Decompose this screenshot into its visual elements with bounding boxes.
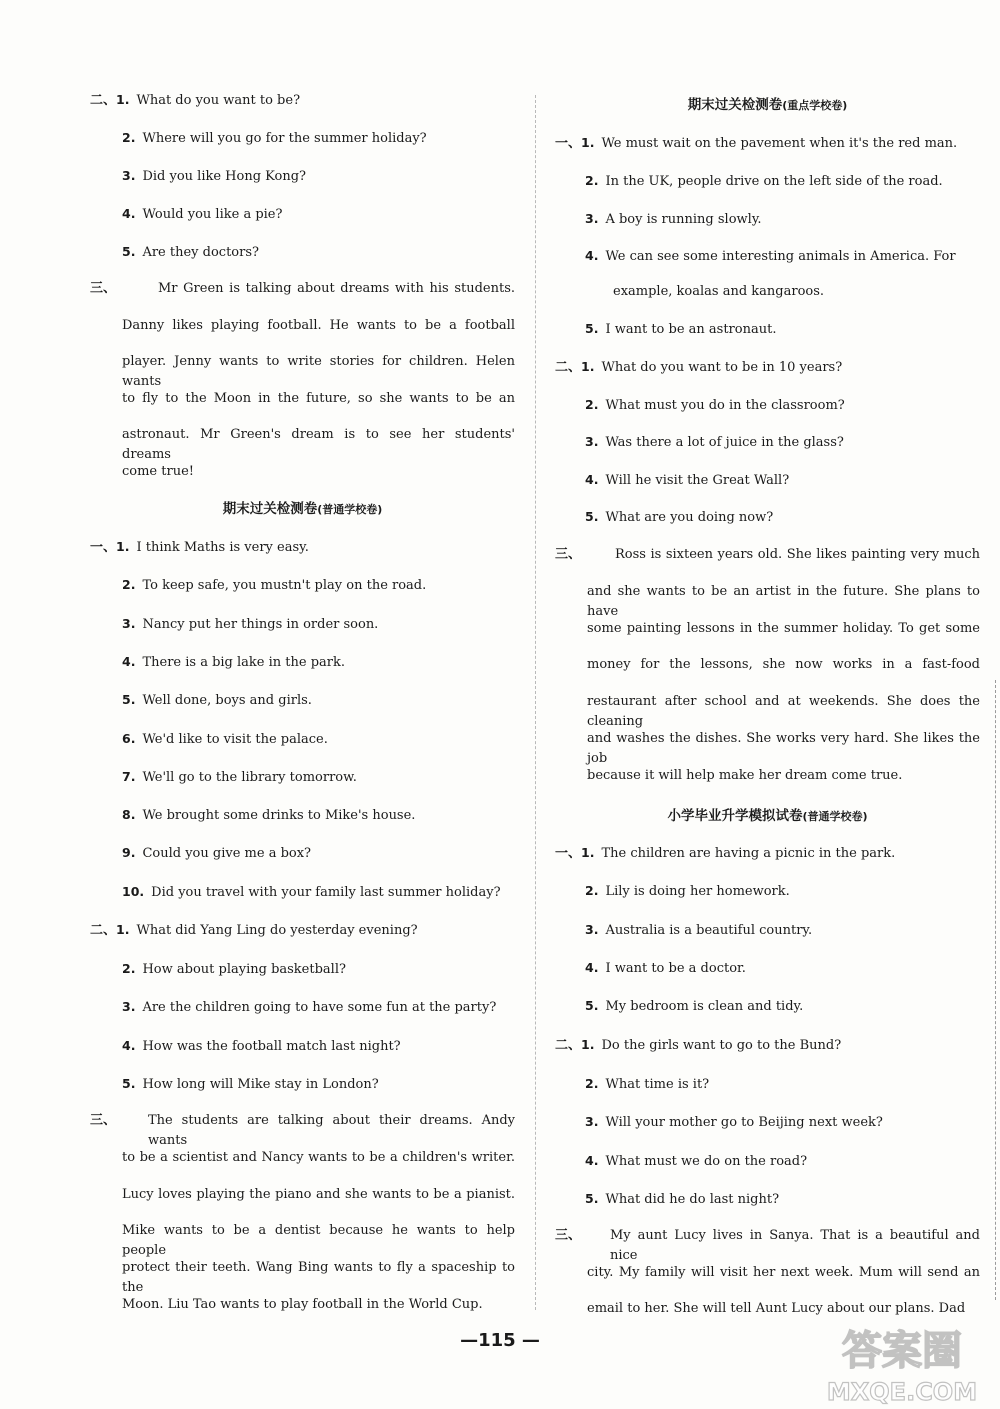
left-section-b1-item bbox=[90, 843, 515, 864]
paragraph-text: and washes the dishes. She works very hard. She likes the job bbox=[587, 731, 980, 766]
section-label: 三、 bbox=[555, 547, 582, 562]
heading-subtitle: (普通学校卷) bbox=[802, 810, 868, 823]
item-number: 3. bbox=[585, 921, 599, 937]
left-section-2-item bbox=[90, 128, 515, 149]
section-label: 二、 bbox=[90, 923, 117, 938]
paragraph-text: Ross is sixteen years old. She likes painting very much bbox=[615, 547, 980, 562]
paragraph-text: and she wants to be an artist in the future. She plans to have bbox=[587, 583, 980, 619]
item-text: How was the football match last night? bbox=[142, 1038, 401, 1054]
item-text: What must you do in the classroom? bbox=[605, 397, 845, 413]
right-section-a1-item bbox=[555, 282, 980, 302]
section-label: 三、 bbox=[555, 1228, 582, 1243]
item-number: 1. bbox=[116, 92, 130, 107]
left-section-3-line bbox=[90, 279, 515, 299]
left-section-b2-item bbox=[90, 959, 515, 980]
item-text: A boy is running slowly. bbox=[605, 211, 762, 227]
watermark-top-text: 答案圈 bbox=[842, 1328, 962, 1374]
item-text: Do the girls want to go to the Bund? bbox=[601, 1038, 842, 1053]
item-number: 5. bbox=[585, 509, 599, 524]
left-section-b1-item bbox=[90, 652, 515, 673]
item-text: example, koalas and kangaroos. bbox=[613, 284, 825, 299]
left-section-b1-item bbox=[90, 537, 515, 558]
left-section-3-line bbox=[90, 462, 515, 482]
item-text: Would you like a pie? bbox=[142, 207, 283, 222]
left-section-3-line bbox=[90, 425, 515, 465]
item-number: 4. bbox=[122, 206, 136, 221]
item-number: 4. bbox=[585, 471, 599, 487]
item-text: What did Yang Ling do yesterday evening? bbox=[136, 923, 418, 938]
right-section-c2-item bbox=[555, 1189, 980, 1210]
item-number: 3. bbox=[122, 615, 136, 631]
item-text: What must we do on the road? bbox=[605, 1153, 808, 1169]
item-number: 4. bbox=[122, 1037, 136, 1053]
item-text: My bedroom is clean and tidy. bbox=[605, 999, 804, 1015]
paragraph-text: The students are talking about their dreams. Andy wants bbox=[148, 1113, 515, 1148]
item-number: 6. bbox=[122, 730, 136, 746]
item-text: I want to be a doctor. bbox=[605, 960, 746, 976]
left-section-3-line bbox=[90, 316, 515, 336]
item-number: 4. bbox=[585, 248, 599, 263]
paragraph-text: money for the lessons, she now works in a fast-food bbox=[587, 657, 980, 673]
item-text: In the UK, people drive on the left side of the road. bbox=[605, 174, 943, 189]
left-section-b2-item bbox=[90, 920, 515, 941]
left-section-b2-item bbox=[90, 1074, 515, 1095]
right-section-c3-line bbox=[555, 1263, 980, 1283]
item-text: Are the children going to have some fun at the party? bbox=[142, 1000, 497, 1015]
item-number: 2. bbox=[122, 960, 136, 976]
item-text: How about playing basketball? bbox=[142, 961, 346, 977]
paragraph-text: to be a scientist and Nancy wants to be a children's writer. bbox=[122, 1149, 515, 1165]
item-text: Did you travel with your family last summer holiday? bbox=[151, 884, 501, 900]
left-section-b3-line bbox=[90, 1295, 515, 1315]
paragraph-text: restaurant after school and at weekends. She does the cleaning bbox=[587, 694, 980, 730]
item-number: 5. bbox=[122, 244, 136, 259]
item-number: 9. bbox=[122, 845, 136, 861]
right-section-a3-line bbox=[555, 582, 980, 622]
item-text: What time is it? bbox=[605, 1076, 710, 1092]
heading-title: 期末过关检测卷 bbox=[687, 97, 783, 113]
item-number: 2. bbox=[585, 883, 599, 899]
item-text: How long will Mike stay in London? bbox=[142, 1077, 379, 1092]
item-text: What do you want to be? bbox=[136, 93, 301, 108]
item-number: 1. bbox=[581, 845, 595, 860]
item-number: 4. bbox=[585, 959, 599, 975]
heading-subtitle: (普通学校卷) bbox=[317, 503, 383, 516]
item-text: Australia is a beautiful country. bbox=[605, 922, 813, 938]
item-text: Nancy put her things in order soon. bbox=[142, 616, 379, 632]
right-section-a2-item bbox=[555, 395, 980, 416]
left-section-2-item bbox=[90, 242, 515, 263]
item-text: What do you want to be in 10 years? bbox=[601, 360, 843, 375]
right-section-c1-item bbox=[555, 996, 980, 1017]
left-section-2-item bbox=[90, 166, 515, 187]
left-section-3-line bbox=[90, 389, 515, 409]
paragraph-text: astronaut. Mr Green's dream is to see her students' dreams bbox=[122, 427, 515, 462]
heading-key-final bbox=[555, 95, 980, 116]
right-section-a1-item bbox=[555, 246, 980, 267]
left-section-b3-line bbox=[90, 1258, 515, 1298]
section-label: 二、 bbox=[555, 1038, 582, 1053]
left-section-b1-item bbox=[90, 614, 515, 635]
item-number: 1. bbox=[581, 135, 595, 150]
item-text: Will he visit the Great Wall? bbox=[605, 472, 790, 488]
section-label: 三、 bbox=[90, 281, 117, 296]
item-text: I want to be an astronaut. bbox=[605, 322, 777, 337]
left-section-b1-item bbox=[90, 575, 515, 596]
item-number: 5. bbox=[122, 1076, 136, 1091]
item-number: 5. bbox=[122, 692, 136, 708]
left-section-b1-item bbox=[90, 882, 515, 903]
right-section-a2-item bbox=[555, 357, 980, 378]
item-text: To keep safe, you mustn't play on the road. bbox=[142, 578, 427, 594]
left-section-b1-item bbox=[90, 729, 515, 750]
item-text: We can see some interesting animals in America. For bbox=[605, 249, 956, 264]
paragraph-text: My aunt Lucy lives in Sanya. That is a beautiful and nice bbox=[610, 1228, 980, 1263]
right-section-c2-item bbox=[555, 1112, 980, 1133]
item-text: What did he do last night? bbox=[605, 1192, 780, 1207]
right-section-a1-item bbox=[555, 209, 980, 230]
right-section-a1-item bbox=[555, 133, 980, 154]
section-label: 三、 bbox=[90, 1113, 117, 1128]
item-number: 1. bbox=[116, 922, 130, 937]
right-section-c3-line bbox=[555, 1299, 980, 1319]
paragraph-text: to fly to the Moon in the future, so she wants to be an bbox=[122, 390, 515, 406]
paragraph-text: Moon. Liu Tao wants to play football in the World Cup. bbox=[122, 1297, 483, 1312]
right-section-c1-item bbox=[555, 881, 980, 902]
paragraph-text: come true! bbox=[122, 463, 194, 479]
left-section-b1-item bbox=[90, 805, 515, 826]
item-text: Are they doctors? bbox=[142, 245, 259, 260]
item-text: I think Maths is very easy. bbox=[136, 540, 309, 555]
section-label: 一、 bbox=[555, 846, 582, 861]
item-number: 3. bbox=[585, 210, 599, 226]
item-text: We brought some drinks to Mike's house. bbox=[142, 808, 416, 824]
right-section-a1-item bbox=[555, 171, 980, 192]
heading-title: 小学毕业升学模拟试卷 bbox=[667, 808, 803, 824]
paragraph-text: Lucy loves playing the piano and she wants to be a pianist. bbox=[122, 1186, 515, 1202]
paragraph-text: city. My family will visit her next week. Mum will send an bbox=[587, 1264, 980, 1280]
item-text: What are you doing now? bbox=[605, 510, 774, 525]
item-text: Lily is doing her homework. bbox=[605, 884, 790, 900]
item-text: There is a big lake in the park. bbox=[142, 654, 346, 670]
item-number: 3. bbox=[122, 999, 136, 1014]
heading-title: 期末过关检测卷 bbox=[222, 501, 318, 517]
section-label: 一、 bbox=[555, 136, 582, 151]
item-number: 4. bbox=[585, 1152, 599, 1168]
right-section-c1-item bbox=[555, 920, 980, 941]
item-number: 2. bbox=[585, 1075, 599, 1091]
heading-graduation-mock bbox=[555, 806, 980, 827]
watermark-logo bbox=[812, 1320, 992, 1405]
column-divider bbox=[535, 95, 536, 1310]
paragraph-text: some painting lessons in the summer holiday. To get some bbox=[587, 620, 980, 636]
paragraph-text: because it will help make her dream come true. bbox=[587, 767, 903, 783]
item-text: We must wait on the pavement when it's the red man. bbox=[601, 136, 958, 151]
item-number: 1. bbox=[581, 1037, 595, 1052]
right-section-c3-line bbox=[555, 1226, 980, 1266]
left-section-b2-item bbox=[90, 997, 515, 1018]
item-number: 5. bbox=[585, 321, 599, 336]
section-label: 一、 bbox=[90, 540, 117, 555]
item-number: 2. bbox=[122, 577, 136, 593]
item-text: Well done, boys and girls. bbox=[142, 693, 312, 709]
paragraph-text: Mr Green is talking about dreams with his students. bbox=[158, 281, 515, 296]
right-section-a2-item bbox=[555, 507, 980, 528]
right-section-a3-line bbox=[555, 619, 980, 639]
item-text: We'd like to visit the palace. bbox=[142, 731, 328, 747]
left-section-b3-line bbox=[90, 1111, 515, 1151]
paragraph-text: Mike wants to be a dentist because he wants to help people bbox=[122, 1223, 515, 1259]
paragraph-text: player. Jenny wants to write stories for children. Helen wants bbox=[122, 354, 515, 389]
left-section-b1-item bbox=[90, 690, 515, 711]
item-number: 10. bbox=[122, 883, 145, 899]
heading-subtitle: (重点学校卷) bbox=[782, 99, 848, 112]
left-section-b3-line bbox=[90, 1185, 515, 1205]
right-section-a3-line bbox=[555, 766, 980, 786]
item-number: 8. bbox=[122, 807, 136, 823]
page-number: —115 — bbox=[460, 1330, 540, 1351]
right-section-a2-item bbox=[555, 432, 980, 453]
right-section-c2-item bbox=[555, 1074, 980, 1095]
right-section-c1-item bbox=[555, 958, 980, 979]
item-text: Could you give me a box? bbox=[142, 846, 312, 862]
right-section-a1-item bbox=[555, 319, 980, 340]
left-section-b3-line bbox=[90, 1221, 515, 1261]
item-text: The children are having a picnic in the park. bbox=[601, 846, 896, 861]
heading-regular-final bbox=[90, 499, 515, 520]
page-edge-perforation bbox=[995, 680, 996, 1300]
item-number: 5. bbox=[585, 1191, 599, 1206]
left-section-2-item bbox=[90, 90, 515, 111]
section-label: 二、 bbox=[90, 93, 117, 108]
item-number: 7. bbox=[122, 768, 136, 784]
left-section-b3-line bbox=[90, 1148, 515, 1168]
item-number: 2. bbox=[585, 396, 599, 412]
item-number: 2. bbox=[122, 130, 136, 145]
left-section-2-item bbox=[90, 204, 515, 225]
paragraph-text: Danny likes playing football. He wants to be a football bbox=[122, 317, 515, 333]
right-section-a2-item bbox=[555, 470, 980, 491]
right-section-c1-item bbox=[555, 843, 980, 864]
right-section-c2-item bbox=[555, 1035, 980, 1056]
item-number: 4. bbox=[122, 653, 136, 669]
right-section-a3-line bbox=[555, 655, 980, 675]
right-section-a3-line bbox=[555, 729, 980, 769]
item-number: 1. bbox=[581, 359, 595, 374]
item-text: Was there a lot of juice in the glass? bbox=[605, 435, 844, 450]
item-text: Where will you go for the summer holiday? bbox=[142, 131, 427, 146]
paragraph-text: email to her. She will tell Aunt Lucy about our plans. Dad bbox=[587, 1301, 966, 1316]
paragraph-text: protect their teeth. Wang Bing wants to fly a spaceship to the bbox=[122, 1260, 515, 1296]
item-text: We'll go to the library tomorrow. bbox=[142, 769, 357, 785]
item-number: 1. bbox=[116, 539, 130, 554]
item-number: 3. bbox=[585, 434, 599, 449]
right-section-a3-line bbox=[555, 545, 980, 565]
left-section-3-line bbox=[90, 352, 515, 392]
left-section-b2-item bbox=[90, 1036, 515, 1057]
left-section-b1-item bbox=[90, 767, 515, 788]
watermark-bottom-text: MXQE.COM bbox=[826, 1378, 978, 1405]
right-section-c2-item bbox=[555, 1151, 980, 1172]
right-section-a3-line bbox=[555, 692, 980, 732]
section-label: 二、 bbox=[555, 360, 582, 375]
item-text: Will your mother go to Beijing next week? bbox=[605, 1115, 883, 1130]
item-number: 2. bbox=[585, 173, 599, 188]
item-number: 3. bbox=[585, 1114, 599, 1129]
item-text: Did you like Hong Kong? bbox=[142, 169, 307, 184]
item-number: 5. bbox=[585, 998, 599, 1014]
item-number: 3. bbox=[122, 168, 136, 183]
